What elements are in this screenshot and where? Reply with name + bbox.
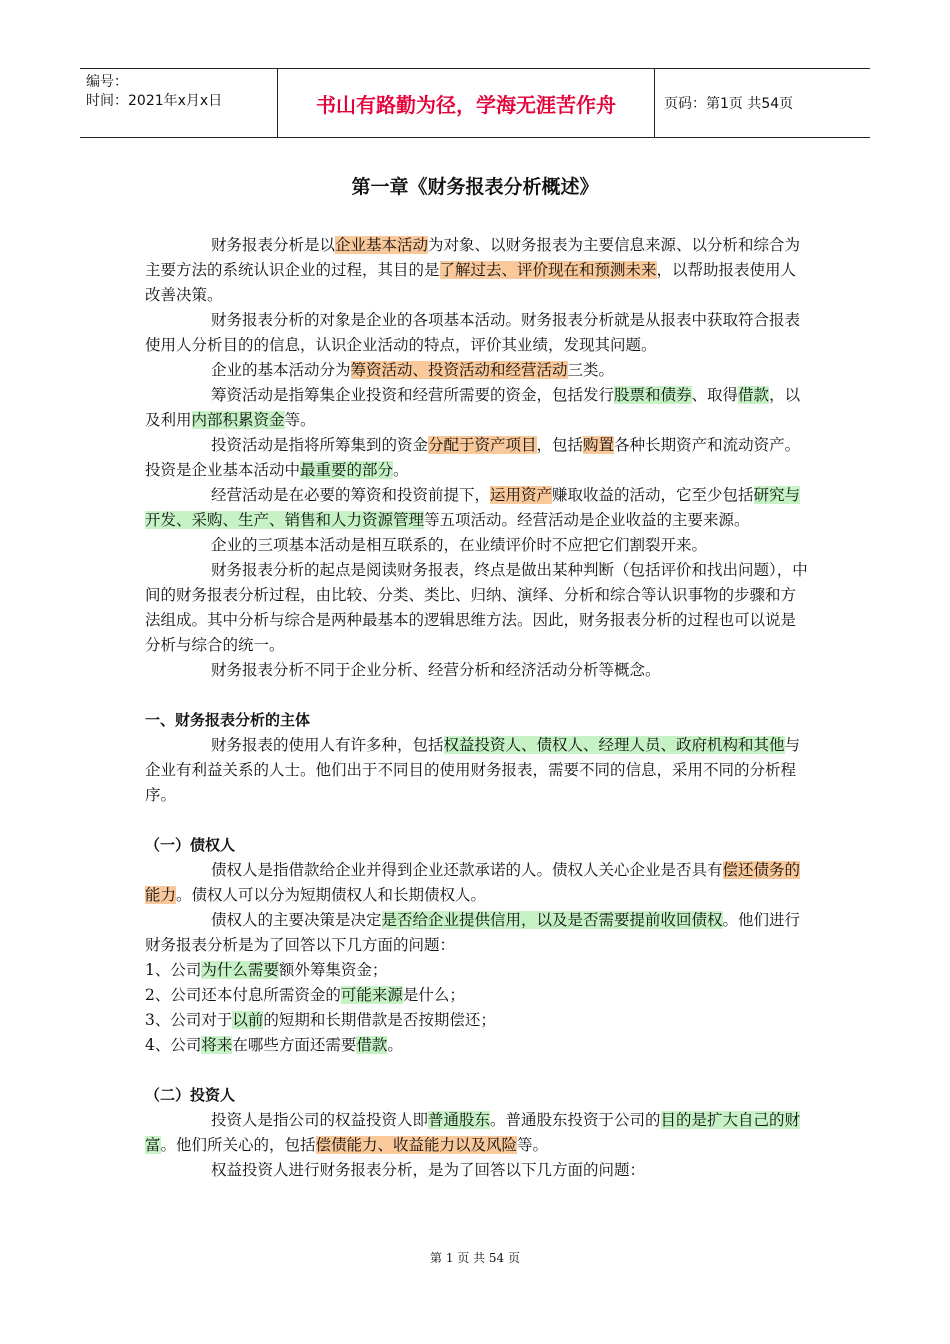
highlight-orange: 偿还债务的能力 bbox=[145, 861, 801, 904]
paragraph-financing bbox=[145, 383, 810, 433]
text-run: 1、公司 bbox=[145, 961, 202, 979]
highlight-green: 目的是扩大自己的财富 bbox=[145, 1111, 801, 1154]
text-run: 的短期和长期借款是否按期偿还； bbox=[263, 1011, 496, 1029]
text-run: 企业的基本活动分为 bbox=[211, 361, 351, 379]
text-run: ，以及利用 bbox=[145, 386, 801, 429]
highlight-orange: 购置 bbox=[583, 436, 615, 454]
highlight-green: 最重要的部分 bbox=[300, 461, 394, 479]
text-run: 。债权人可以分为短期债权人和长期债权人。 bbox=[176, 886, 487, 904]
paragraph-creditors bbox=[145, 858, 810, 908]
text-run: 筹资活动是指筹集企业投资和经营所需要的资金，包括发行 bbox=[211, 386, 615, 404]
page-header bbox=[80, 68, 870, 138]
highlight-green: 研究与开发、采购、生产、销售和人力资源管理 bbox=[145, 486, 801, 529]
highlight-orange: 分配于资产项目 bbox=[428, 436, 537, 454]
text-run: 额外筹集资金； bbox=[278, 961, 388, 979]
text-run: 投资活动是指将所筹集到的资金 bbox=[211, 436, 429, 454]
chapter-title: 第一章《财务报表分析概述》 bbox=[351, 176, 599, 198]
list-item bbox=[145, 1008, 810, 1033]
highlight-green: 股票和债券 bbox=[614, 386, 692, 404]
highlight-orange: 了解过去、评价现在和预测未来 bbox=[439, 261, 657, 279]
paragraph-users bbox=[145, 733, 810, 808]
text-run: 财务报表的使用人有许多种，包括 bbox=[211, 736, 444, 754]
highlight-green: 可能来源 bbox=[340, 986, 403, 1004]
highlight-green: 权益投资人、债权人、经理人员、政府机构和其他 bbox=[443, 736, 785, 754]
page-footer: 第 1 页 共 54 页 bbox=[430, 1251, 520, 1265]
paragraph-distinction: 财务报表分析不同于企业分析、经营分析和经济活动分析等概念。 bbox=[211, 661, 661, 679]
header-motto: 书山有路勤为径，学海无涯苦作舟 bbox=[278, 69, 655, 137]
highlight-green: 将来 bbox=[201, 1036, 233, 1054]
paragraph-activities bbox=[145, 358, 810, 383]
highlight-green: 借款 bbox=[356, 1036, 388, 1054]
spacer bbox=[145, 808, 810, 833]
time-label: 时间：2021年x月x日 bbox=[86, 93, 223, 109]
text-run: 是什么； bbox=[402, 986, 465, 1004]
text-run: 。 bbox=[387, 1036, 403, 1054]
paragraph-investing bbox=[145, 433, 810, 483]
highlight-green: 内部积累资金 bbox=[191, 411, 285, 429]
section-heading-investors: （二）投资人 bbox=[145, 1086, 236, 1104]
document-body bbox=[145, 233, 810, 1183]
spacer bbox=[145, 1058, 810, 1083]
paragraph-linked: 企业的三项基本活动是相互联系的，在业绩评价时不应把它们割裂开来。 bbox=[211, 536, 708, 554]
header-meta bbox=[80, 69, 278, 137]
highlight-green: 为什么需要 bbox=[201, 961, 279, 979]
text-run: 2、公司还本付息所需资金的 bbox=[145, 986, 341, 1004]
text-run: 3、公司对于 bbox=[145, 1011, 233, 1029]
section-heading-creditors: （一）债权人 bbox=[145, 836, 236, 854]
highlight-green: 是否给企业提供信用，以及是否需要提前收回债权 bbox=[381, 911, 723, 929]
paragraph-investors bbox=[145, 1108, 810, 1158]
highlight-orange: 企业基本活动 bbox=[335, 236, 429, 254]
paragraph-creditor-decisions bbox=[145, 908, 810, 958]
text-run: 在哪些方面还需要 bbox=[232, 1036, 357, 1054]
text-run: 三类。 bbox=[567, 361, 615, 379]
text-run: 等五项活动。经营活动是企业收益的主要来源。 bbox=[424, 511, 750, 529]
spacer bbox=[145, 683, 810, 708]
text-run: 等。 bbox=[517, 1136, 549, 1154]
text-run: 为对象、以财务报表为主要信息来源、以分析和综合为主要方法的系统认识企业的过程，其目的是 bbox=[145, 236, 801, 279]
text-run: 投资人是指公司的权益投资人即 bbox=[211, 1111, 429, 1129]
highlight-green: 借款 bbox=[738, 386, 770, 404]
section-heading-subject: 一、财务报表分析的主体 bbox=[145, 711, 311, 729]
highlight-green: 普通股东 bbox=[428, 1111, 491, 1129]
text-run: ，包括 bbox=[536, 436, 584, 454]
highlight-green: 以前 bbox=[232, 1011, 264, 1029]
text-run: 。普通股东投资于公司的 bbox=[490, 1111, 661, 1129]
text-run: 债权人的主要决策是决定 bbox=[211, 911, 382, 929]
text-run: 财务报表分析是以 bbox=[211, 236, 336, 254]
list-item bbox=[145, 983, 810, 1008]
text-run: 、取得 bbox=[691, 386, 739, 404]
text-run: 经营活动是在必要的筹资和投资前提下， bbox=[211, 486, 491, 504]
text-run: 等。 bbox=[284, 411, 316, 429]
highlight-orange: 运用资产 bbox=[490, 486, 553, 504]
paragraph-operating bbox=[145, 483, 810, 533]
paragraph-intro bbox=[145, 233, 810, 308]
text-run: 各种长期资产和流动资产。投资是企业基本活动中 bbox=[145, 436, 801, 479]
paragraph-object: 财务报表分析的对象是企业的各项基本活动。财务报表分析就是从报表中获取符合报表使用人分析目的的信息，认识企业活动的特点，评价其业绩，发现其问题。 bbox=[145, 311, 801, 354]
highlight-orange: 偿债能力、收益能力以及风险 bbox=[315, 1136, 518, 1154]
paragraph-process: 财务报表分析的起点是阅读财务报表，终点是做出某种判断（包括评价和找出问题），中间的财务报表分析过程，由比较、分类、类比、归纳、演绎、分析和综合等认识事物的步骤和方法组成。其中分析与综合是两种最基本的逻辑思维方法。因此，财务报表分析的过程也可以说是分析与综合的统一。 bbox=[145, 561, 808, 654]
list-item bbox=[145, 1033, 810, 1058]
text-run: ，以帮助报表使用人改善决策。 bbox=[145, 261, 797, 304]
number-label: 编号： bbox=[86, 74, 128, 90]
text-run: 赚取收益的活动，它至少包括 bbox=[552, 486, 754, 504]
header-page-label: 页码：第1页 共54页 bbox=[664, 96, 794, 112]
text-run: 与企业有利益关系的人士。他们出于不同目的使用财务报表，需要不同的信息，采用不同的分析程序。 bbox=[145, 736, 801, 804]
text-run: 。他们进行财务报表分析是为了回答以下几方面的问题： bbox=[145, 911, 801, 954]
paragraph-investor-questions: 权益投资人进行财务报表分析，是为了回答以下几方面的问题： bbox=[211, 1161, 646, 1179]
text-run: 4、公司 bbox=[145, 1036, 202, 1054]
text-run: 。 bbox=[393, 461, 409, 479]
text-run: 。他们所关心的，包括 bbox=[160, 1136, 316, 1154]
text-run: 债权人是指借款给企业并得到企业还款承诺的人。债权人关心企业是否具有 bbox=[211, 861, 723, 879]
list-item bbox=[145, 958, 810, 983]
highlight-orange: 筹资活动、投资活动和经营活动 bbox=[350, 361, 568, 379]
